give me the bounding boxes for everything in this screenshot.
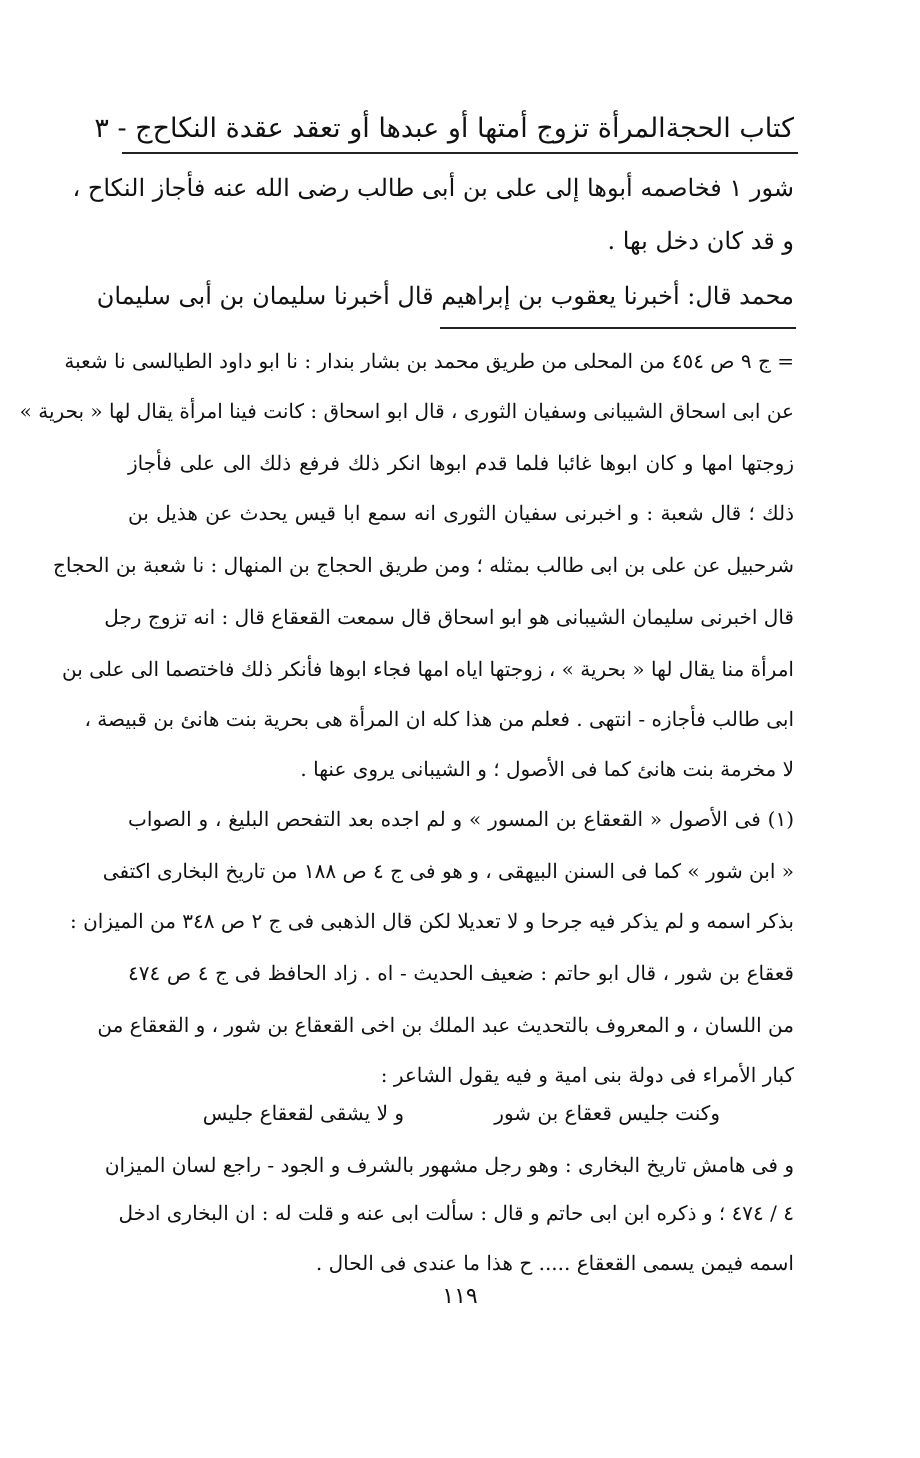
footnote-line: كبار الأمراء فى دولة بنى امية و فيه يقول الشاعر : xyxy=(380,1063,794,1087)
main-line: محمد قال: أخبرنا يعقوب بن إبراهيم قال أخبرنا سليمان بن أبى سليمان xyxy=(96,282,794,310)
footnote-line: بذكر اسمه و لم يذكر فيه جرحا و لا تعديلا لكن قال الذهبى فى ج ٢ ص ٣٤٨ من الميزان : xyxy=(70,909,794,933)
running-header xyxy=(94,96,794,144)
footnote-line: (١) فى الأصول « القعقاع بن المسور » و لم اجده بعد التفحص البليغ ، و الصواب xyxy=(128,807,794,831)
footnote-line: لا مخرمة بنت هانئ كما فى الأصول ؛ و الشيبانى يروى عنها . xyxy=(300,757,794,781)
footnote-separator xyxy=(440,327,796,329)
header-chapter-title: المرأة تزوج أمتها أو عبدها أو تعقد عقدة النكاح xyxy=(152,113,666,144)
footnotes-continued xyxy=(104,1146,794,1275)
footnote-line: = ج ٩ ص ٤٥٤ من المحلى من طريق محمد بن بشار بندار : نا ابو داود الطيالسى نا شعبة xyxy=(64,349,794,373)
footnote-line: عن ابى اسحاق الشيبانى وسفيان الثورى ، قال ابو اسحاق : كانت فينا امرأة يقال لها « بحرية » xyxy=(19,399,794,423)
footnote-line: ٤ / ٤٧٤ ؛ و ذكره ابن ابى حاتم و قال : سألت ابى عنه و قلت له : ان البخارى ادخل xyxy=(118,1201,794,1225)
footnote-line: اسمه فيمن يسمى القعقاع ..... ح هذا ما عندى فى الحال . xyxy=(315,1251,794,1275)
page-number: ١١٩ xyxy=(442,1284,478,1309)
verse-hemistich-first: وكنت جليس قعقاع بن شور xyxy=(494,1101,720,1125)
header-rule xyxy=(122,152,798,154)
footnote-line: شرحبيل عن على بن ابى طالب بمثله ؛ ومن طريق الحجاج بن المنهال : نا شعبة بن الحجاج xyxy=(52,553,794,577)
footnote-line: من اللسان ، و المعروف بالتحديث عبد الملك بن اخى القعقاع بن شور ، و القعقاع من xyxy=(97,1013,794,1037)
poetry-verse xyxy=(128,1096,794,1130)
footnote-line: قعقاع بن شور ، قال ابو حاتم : ضعيف الحديث - اه . زاد الحافظ فى ج ٤ ص ٤٧٤ xyxy=(128,961,794,985)
header-book-title: كتاب الحجة xyxy=(665,113,794,144)
footnote-line: امرأة منا يقال لها « بحرية » ، زوجتها اياه امها فجاء ابوها فأنكر ذلك فاختصما الى على بن xyxy=(62,657,794,681)
footnote-line: ابى طالب فأجازه - انتهى . فعلم من هذا كله ان المرأة هى بحرية بنت هانئ بن قبيصة ، xyxy=(84,707,794,731)
footnote-line: و فى هامش تاريخ البخارى : وهو رجل مشهور بالشرف و الجود - راجع لسان الميزان xyxy=(104,1153,794,1177)
footnote-line: ذلك ؛ قال شعبة : و اخبرنى سفيان الثورى انه سمع ابا قيس يحدث عن هذيل بن xyxy=(128,501,794,525)
footnote-line: « ابن شور » كما فى السنن البيهقى ، و هو فى ج ٤ ص ١٨٨ من تاريخ البخارى اكتفى xyxy=(102,859,794,883)
main-text xyxy=(72,168,794,310)
footnote-line: قال اخبرنى سليمان الشيبانى هو ابو اسحاق قال سمعت القعقاع قال : انه تزوج رجل xyxy=(104,605,794,629)
footnotes xyxy=(19,342,794,1092)
header-volume: ج - ٣ xyxy=(94,113,153,144)
main-line: و قد كان دخل بها . xyxy=(607,227,794,255)
main-line: شور ١ فخاصمه أبوها إلى على بن أبى طالب رضى الله عنه فأجاز النكاح ، xyxy=(72,174,794,202)
verse-hemistich-second: و لا يشقى لقعقاع جليس xyxy=(202,1101,404,1125)
footnote-line: زوجتها امها و كان ابوها غائبا فلما قدم ابوها انكر ذلك فرفع ذلك الى على فأجاز xyxy=(128,451,794,475)
